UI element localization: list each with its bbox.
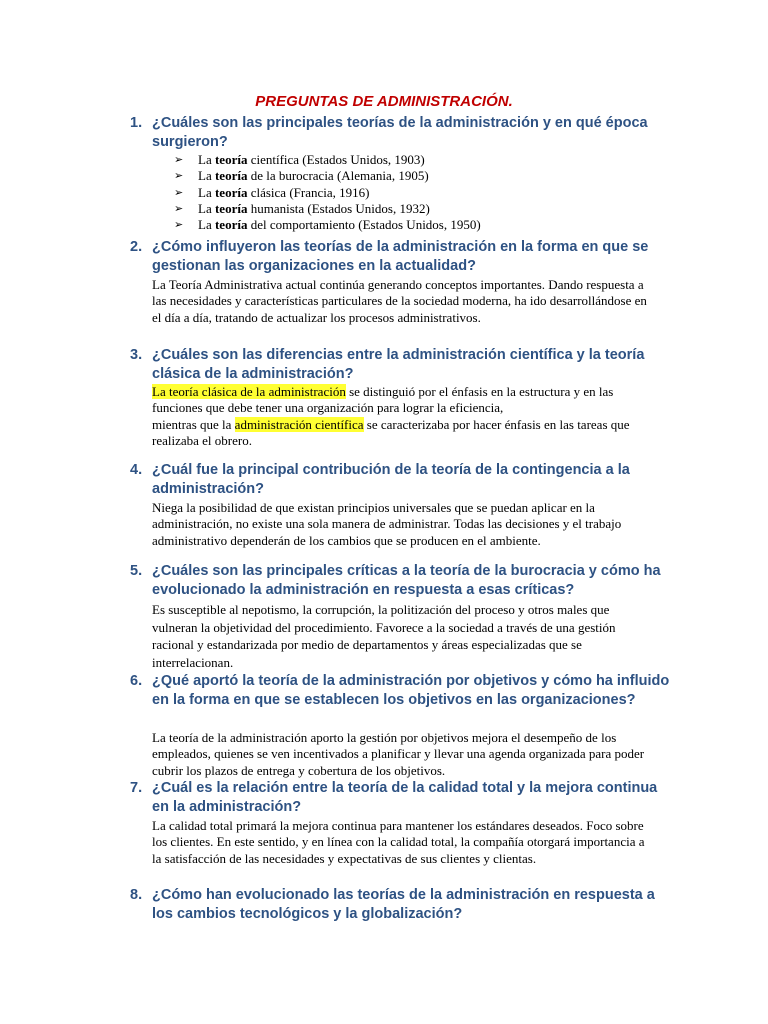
question-6 bbox=[130, 672, 670, 710]
question-number: 1. bbox=[130, 115, 143, 131]
answer-3: La teoría clásica de la administración se distinguió por el énfasis en la estructura y en las funciones que debe tener una organización para lograr la eficiencia, mientras que la administración científica se caracterizaba por hacer énfasis en las tareas que realizaba el obrero. bbox=[152, 384, 630, 448]
question-text: ¿Cuáles son las principales teorías de la administración y en qué época surgieron? bbox=[152, 115, 648, 150]
question-number: 5. bbox=[130, 563, 143, 579]
list-item: ➢ La teoría clásica (Francia, 1916) bbox=[174, 184, 370, 200]
question-text: ¿Cuáles son las principales críticas a la teoría de la burocracia y cómo ha evolucionado la administración en respuesta a esas críticas? bbox=[152, 563, 661, 598]
question-text: ¿Cuáles son las diferencias entre la administración científica y la teoría clásica de la administración? bbox=[152, 347, 645, 382]
question-4 bbox=[130, 461, 670, 499]
question-7 bbox=[130, 779, 670, 817]
answer-2: La Teoría Administrativa actual continúa generando conceptos importantes. Dando respuesta a las necesidades y características particulares de la sociedad moderna, ha ido desarrollándose en el día a día, tratando de actualizar los procesos administrativos. bbox=[152, 277, 647, 325]
question-3 bbox=[130, 346, 670, 384]
question-5 bbox=[130, 562, 670, 600]
list-item: ➢ La teoría humanista (Estados Unidos, 1932) bbox=[174, 200, 430, 216]
question-8 bbox=[130, 886, 670, 924]
question-number: 7. bbox=[130, 780, 143, 796]
list-item: ➢ La teoría de la burocracia (Alemania, 1905) bbox=[174, 168, 429, 184]
question-number: 3. bbox=[130, 347, 143, 363]
question-text: ¿Cómo influyeron las teorías de la administración en la forma en que se gestionan las organizaciones en la actualidad? bbox=[152, 239, 649, 274]
list-item: ➢ La teoría científica (Estados Unidos, 1903) bbox=[174, 152, 425, 167]
arrow-bullet-icon: ➢ bbox=[174, 153, 184, 166]
question-text: ¿Cuál es la relación entre la teoría de la calidad total y la mejora continua en la administración? bbox=[152, 780, 658, 815]
highlight-classical-theory: La teoría clásica de la administración bbox=[152, 384, 346, 399]
answer-5: Es susceptible al nepotismo, la corrupción, la politización del proceso y otros males que vulneran la objetividad del procedimiento. Favorece a la sociedad a través de una gestión racional y estandarizada por medio de departamentos y áreas especializadas que se interrelacionan. bbox=[152, 602, 616, 670]
question-text: ¿Cómo han evolucionado las teorías de la administración en respuesta a los cambios tecnológicos y la globalización? bbox=[152, 887, 655, 922]
arrow-bullet-icon: ➢ bbox=[174, 169, 184, 183]
question-text: ¿Cuál fue la principal contribución de la teoría de la contingencia a la administración? bbox=[152, 462, 630, 497]
theories-list bbox=[174, 152, 481, 233]
answer-6: La teoría de la administración aporto la gestión por objetivos mejora el desempeño de los empleados, quienes se ven incentivados a planificar y llevar una agenda organizada para poder cubrir los plazos de entrega y cobertura de los objetivos. bbox=[152, 730, 645, 778]
question-number: 2. bbox=[130, 239, 143, 255]
page-title: PREGUNTAS DE ADMINISTRACIÓN. bbox=[255, 93, 513, 110]
question-1 bbox=[130, 114, 670, 152]
highlight-scientific-management: administración científica bbox=[234, 416, 364, 432]
question-text: ¿Qué aportó la teoría de la administración por objetivos y cómo ha influido en la forma en que se establecen los objetivos en las organizaciones? bbox=[152, 673, 670, 708]
answer-7: La calidad total primará la mejora continua para mantener los estándares deseados. Foco sobre los clientes. En este sentido, y en línea con la calidad total, la compañía otorgará importancia a la satisfacción de las necesidades y expectativas de sus clientes y clientas. bbox=[152, 818, 645, 866]
question-number: 4. bbox=[130, 462, 143, 478]
answer-4: Niega la posibilidad de que existan principios universales que se puedan aplicar en la administración, no existe una sola manera de administrar. Todas las decisiones y el trabajo administrativo dependerán de los cambios que se producen en el ambiente. bbox=[152, 500, 622, 548]
list-item: ➢ La teoría del comportamiento (Estados Unidos, 1950) bbox=[174, 217, 481, 233]
arrow-bullet-icon: ➢ bbox=[174, 218, 184, 232]
question-2 bbox=[130, 238, 670, 276]
arrow-bullet-icon: ➢ bbox=[174, 185, 184, 199]
arrow-bullet-icon: ➢ bbox=[174, 201, 184, 215]
question-number: 6. bbox=[130, 673, 143, 689]
question-number: 8. bbox=[130, 887, 143, 903]
